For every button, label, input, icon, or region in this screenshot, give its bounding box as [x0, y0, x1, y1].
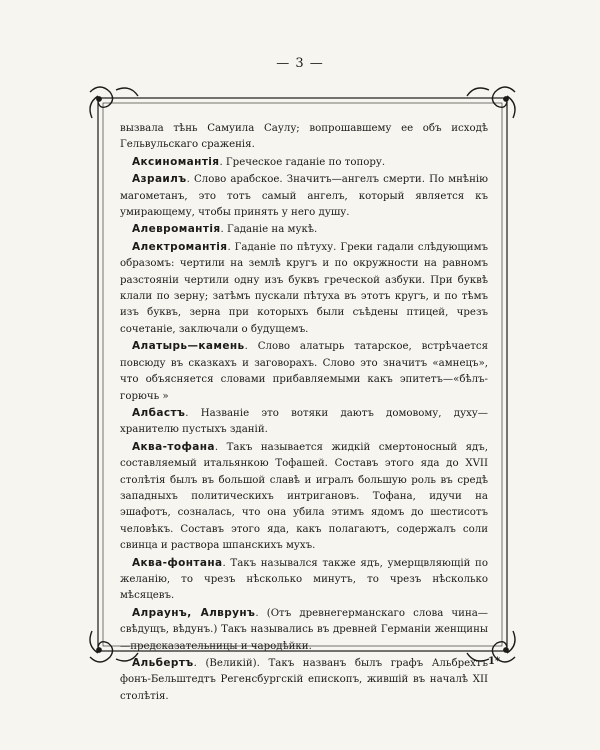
entry-term: Алевромантія	[132, 223, 221, 236]
entry-paragraph	[120, 439, 488, 555]
entry-term: Аксиномантія	[132, 155, 220, 168]
entry-paragraph	[120, 655, 488, 705]
entry-definition: . (Великій). Такъ названъ былъ графъ Альбрехтъ фонъ-Бельштедтъ Регенсбургскій епископъ, жившій въ началѣ XII столѣтія.	[120, 658, 488, 702]
entry-paragraph	[120, 605, 488, 655]
entry-term: Алраунъ, Алврунъ	[132, 606, 256, 619]
entry-term: Албастъ	[132, 406, 186, 419]
entry-definition: . Гаданіе на мукѣ.	[220, 224, 318, 236]
entry-definition: . Слово арабское. Значитъ—ангелъ смерти. По мнѣнію магометанъ, это тотъ самый ангелъ, который является къ умирающему, чтобы принять у него душу.	[120, 174, 488, 219]
entry-paragraph	[120, 405, 488, 439]
page-number: — 3 —	[276, 56, 324, 71]
entry-term: Альбертъ	[132, 657, 194, 669]
entry-definition: . (Отъ древнегерманскаго слова чина—свѣдущъ, вѣдунъ.) Такъ назывались въ древней Германіи женщины—предсказательницы и чародѣйки.	[120, 607, 488, 652]
entry-term: Алектромантія	[132, 240, 228, 253]
corner-ornament-top-left	[90, 87, 138, 118]
entry-definition: . Гаданіе по пѣтуху. Греки гадали слѣдующимъ образомъ: чертили на землѣ кругъ и по окружности на равномъ разстояніи чертили одну изъ буквъ греческой азбуки. При буквѣ клали по зерну; затѣмъ пускали пѣтуха въ этотъ кругъ, и по тѣмъ изъ буквъ, зерна при которыхъ были съѣдены птицей, чрезъ сочетаніе, заключали о будущемъ.	[120, 241, 488, 335]
entry-definition: . Греческое гаданіе по топору.	[219, 156, 386, 168]
entry-paragraph	[120, 221, 488, 238]
entry-definition: . Такъ называется жидкій смертоносный ядъ, составляемый итальянкою Тофашей. Составъ этого яда до XVII столѣтія былъ въ большой славѣ и игралъ большую роль въ средѣ западныхъ политическихъ интригановъ. Тофана, идучи на эшафотъ, созналась, что она убила этимъ ядомъ до шестисотъ человѣкъ. Составъ этого яда, какъ полагаютъ, содержалъ соли свинца и раствора шпанскихъ мухъ.	[120, 441, 488, 552]
entry-term: Алатырь—камень	[132, 340, 245, 353]
corner-ornament-top-right	[467, 87, 515, 118]
dictionary-text	[120, 121, 488, 705]
entry-term: Аква-тофана	[132, 440, 215, 453]
entry-definition: . Слово алатырь татарское, встрѣчается повсюду въ сказкахъ и заговорахъ. Слово это значитъ «амнецъ», что объясняется словами прибавляемыми какъ эпитетъ—«бѣлъ-горючь »	[120, 341, 488, 402]
signature-mark: 1*	[488, 656, 501, 667]
entry-paragraph	[120, 171, 488, 221]
entry-definition: . Такъ назывался также ядъ, умерщвляющій по желанію, то чрезъ нѣсколько минутъ, то чрезъ нѣсколько мѣсяцевъ.	[120, 557, 488, 602]
entry-paragraph	[120, 555, 488, 605]
entry-paragraph	[120, 154, 488, 171]
entry-definition: . Названіе это вотяки даютъ домовому, духу—хранителю пустыхъ зданій.	[120, 407, 488, 436]
entry-term: Аква-фонтана	[132, 556, 223, 569]
entry-paragraph	[120, 338, 488, 405]
entry-paragraph	[120, 239, 488, 338]
intro-paragraph: вызвала тѣнь Самуила Саулу; вопрошавшему ее объ исходѣ Гельвульскаго сраженія.	[120, 123, 488, 151]
entry-term: Азраилъ	[132, 173, 187, 186]
